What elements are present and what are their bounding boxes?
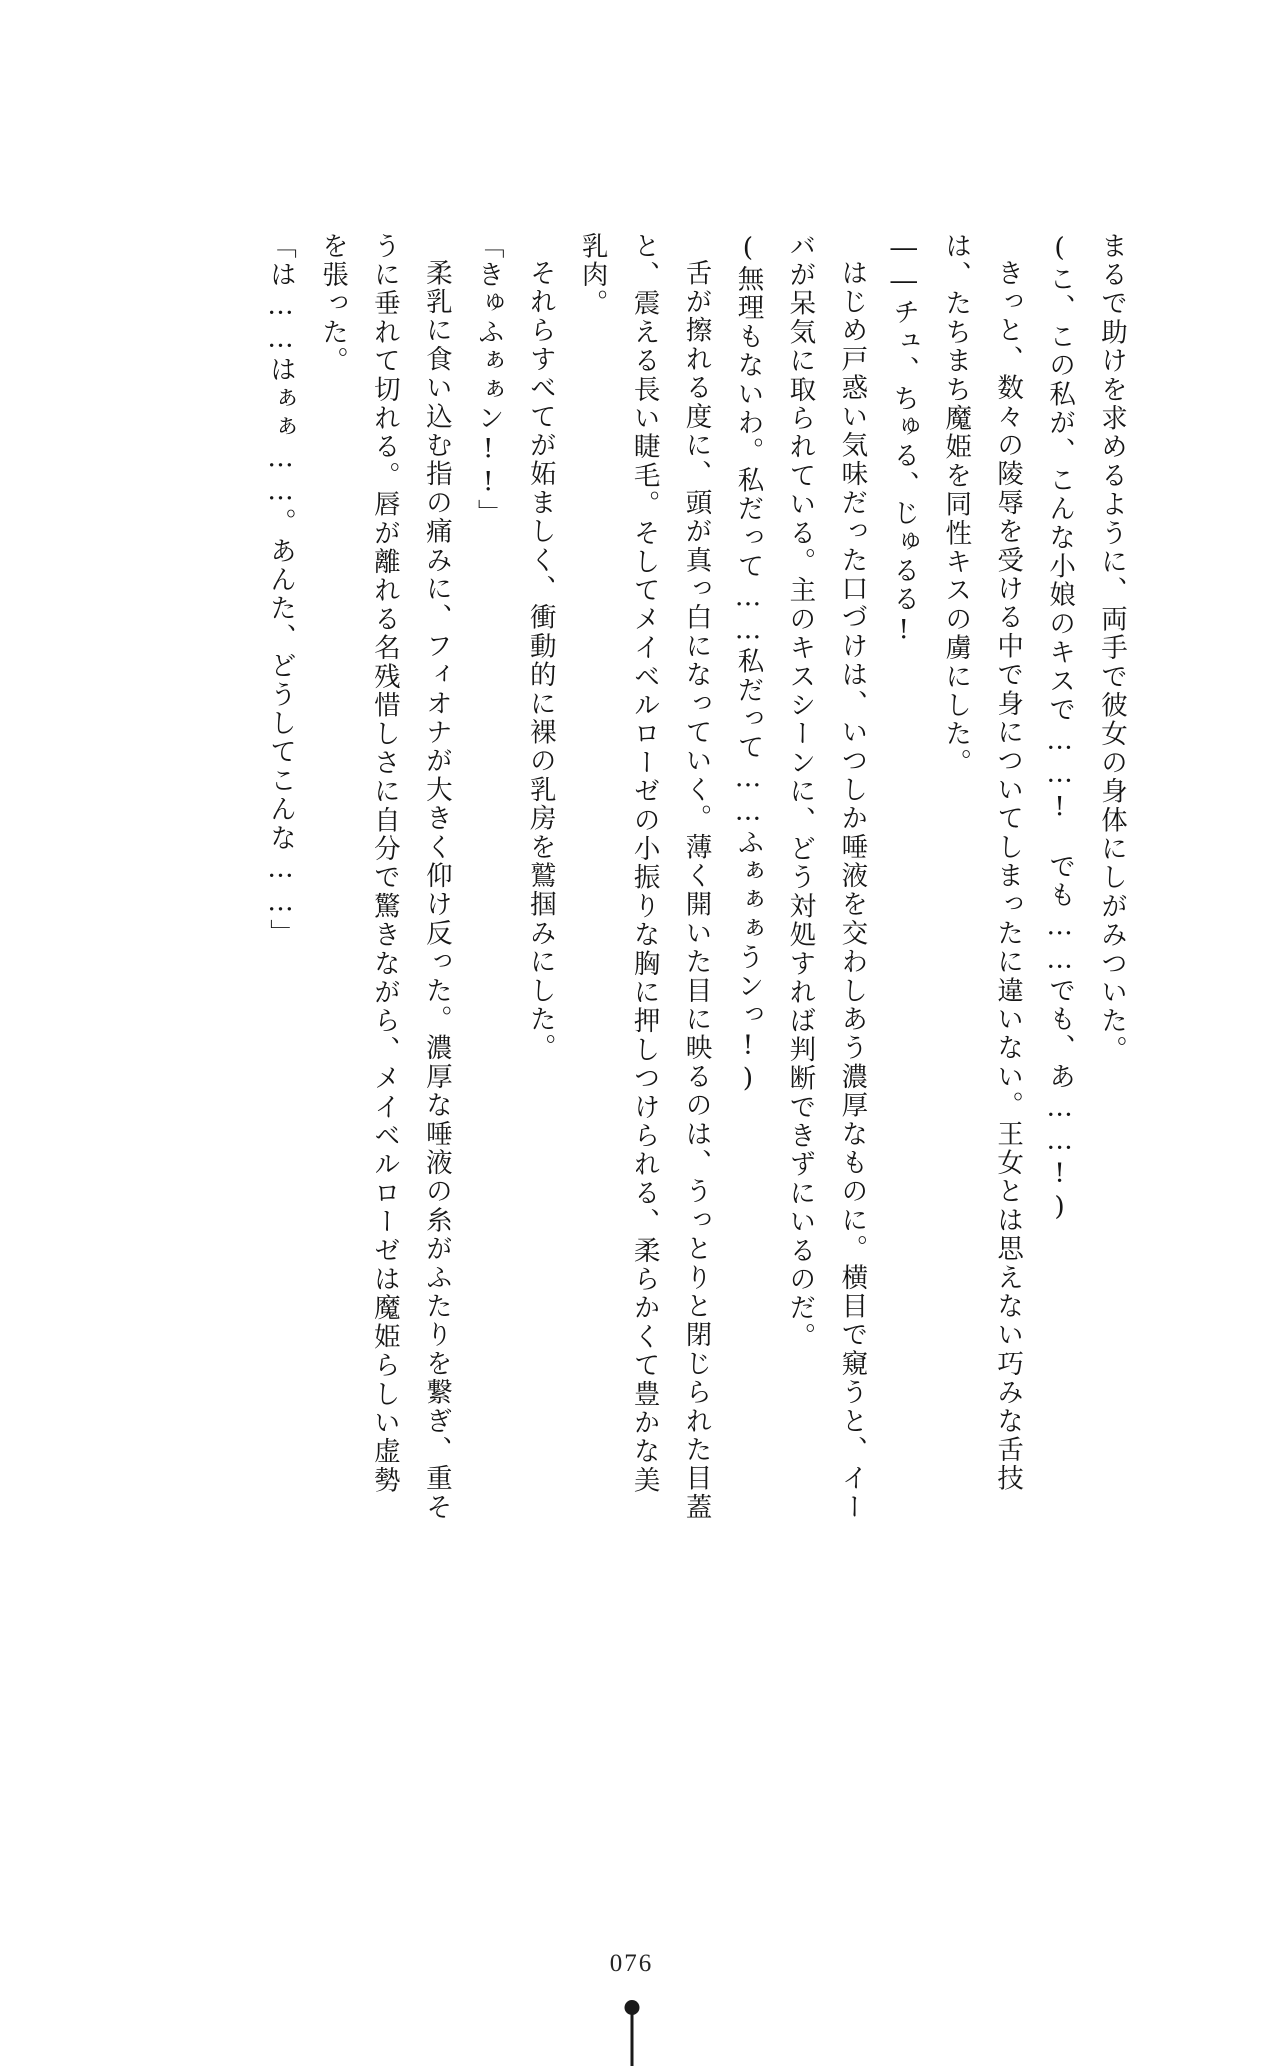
page-footer-ornament: [622, 2000, 642, 2066]
paragraph: (無理もないわ。私だって……私だって……ふぁぁぁうンっ!): [732, 232, 764, 1096]
ornament-rule: [630, 2014, 633, 2066]
paragraph: はじめ戸惑い気味だった口づけは、いつしか唾液を交わしあう濃厚なものに。横目で窺うと、イーバが呆気に取られている。主のキスシーンに、どう対処すれば判断できずにいるのだ。: [784, 232, 868, 1522]
paragraph: それらすべてが妬ましく、衝動的に裸の乳房を鷲掴みにした。: [524, 259, 556, 1063]
paragraph: 「きゅふぁぁン!!」: [472, 232, 504, 528]
paragraph: 舌が擦れる度に、頭が真っ白になっていく。薄く開いた目に映るのは、うっとりと閉じられた目蓋と、震える長い睫毛。そしてメイベルローゼの小振りな胸に押しつけられる、柔らかくて豊かな美乳肉。: [576, 232, 712, 1522]
ornament-dot-icon: [624, 2000, 639, 2015]
paragraph: (こ、この私が、こんな小娘のキスで……! でも……でも、あ……!): [1044, 232, 1076, 1225]
paragraph: ――チュ、ちゅる、じゅるる!: [888, 232, 920, 648]
paragraph: 柔乳に食い込む指の痛みに、フィオナが大きく仰け反った。濃厚な唾液の糸がふたりを繋ぎ、重そうに垂れて切れる。唇が離れる名残惜しさに自分で驚きながら、メイベルローゼは魔姫らしい虚勢を張った。: [316, 232, 452, 1522]
paragraph: 「は……はぁぁ……。あんた、どうしてこんな……」: [265, 232, 296, 948]
page-number: 076: [609, 1950, 654, 1977]
paragraph: きっと、数々の陵辱を受ける中で身についてしまったに違いない。王女とは思えない巧みな舌技は、たちまち魔姫を同性キスの虜にした。: [940, 232, 1024, 1494]
page-text-body: [127, 232, 1137, 1522]
paragraph: まるで助けを求めるように、両手で彼女の身体にしがみついた。: [1096, 232, 1127, 1065]
